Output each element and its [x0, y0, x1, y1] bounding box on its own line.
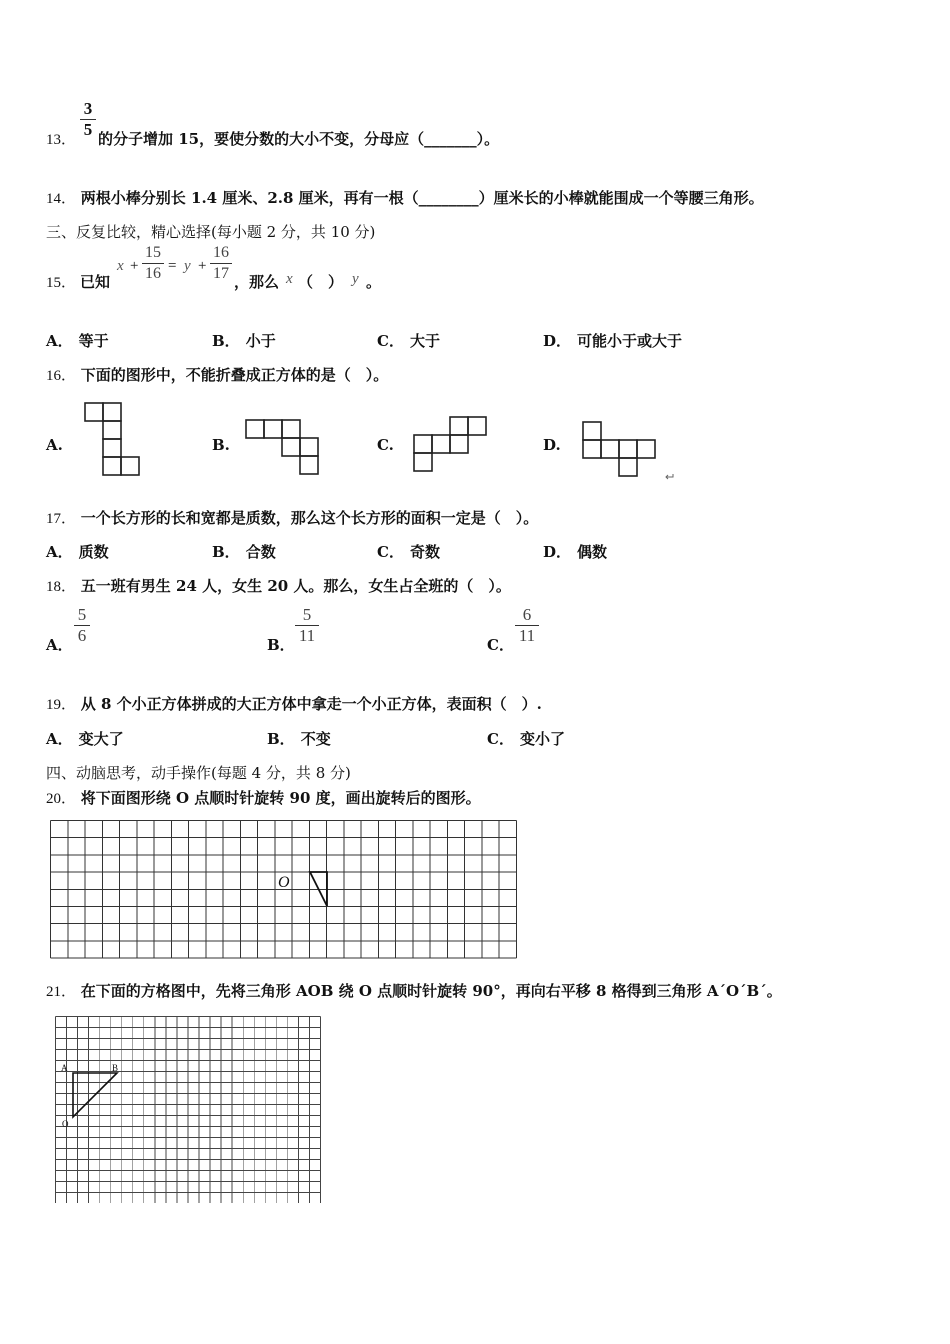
q15-x2: x [286, 271, 293, 287]
q13-fraction-numerator: 3 [83, 99, 93, 118]
option-label: C． [377, 332, 404, 350]
q15-option-c[interactable] [377, 330, 440, 351]
option-label: A． [46, 332, 73, 350]
option-text: 小于 [245, 332, 276, 350]
option-text: 变大了 [78, 730, 124, 748]
net-square [246, 420, 264, 438]
q20-grid[interactable] [49, 819, 521, 960]
option-label: A． [46, 543, 73, 561]
q15-option-d[interactable] [543, 330, 682, 351]
q19-option-b[interactable] [267, 728, 331, 749]
option-fraction-numerator: 6 [522, 605, 532, 624]
option-text: 偶数 [577, 543, 608, 561]
q21-point-a: A [61, 1063, 68, 1073]
q16-net-d[interactable] [582, 421, 660, 479]
option-fraction-denominator: 11 [298, 626, 316, 645]
net-square [85, 403, 103, 421]
q15-y: y [184, 258, 191, 274]
q15-f2-numerator: 16 [213, 244, 229, 261]
option-label: B． [267, 730, 295, 748]
option-fraction-numerator: 5 [77, 605, 87, 624]
option-text: 质数 [78, 543, 109, 561]
q15-y2: y [352, 271, 359, 287]
q15-equals: = [168, 258, 177, 274]
net-square [103, 457, 121, 475]
q16-label-c[interactable]: C. [377, 436, 394, 454]
q20-point-o: O [278, 874, 290, 891]
option-label: A． [46, 636, 73, 654]
q18-option-a[interactable] [46, 606, 126, 656]
q17-number: 17． [46, 511, 77, 527]
q18-option-b[interactable] [267, 606, 347, 656]
option-label: B． [267, 636, 295, 654]
q14 [46, 187, 764, 208]
option-fraction-denominator: 11 [518, 626, 536, 645]
q17-option-d[interactable] [543, 541, 607, 562]
net-square [468, 417, 486, 435]
net-square [637, 440, 655, 458]
q16-label-d[interactable]: D. [543, 436, 561, 454]
option-text: 大于 [409, 332, 440, 350]
option-label: B． [212, 543, 240, 561]
net-square [583, 422, 601, 440]
q15-f2-denominator: 17 [213, 265, 229, 282]
option-text: 等于 [78, 332, 109, 350]
net-square [300, 438, 318, 456]
section-4-heading: 四、动脑思考，动手操作(每题 4 分，共 8 分) [46, 764, 351, 782]
q14-text: 两根小棒分别长 1.4 厘米、2.8 厘米，再有一根（________）厘米长的小棒就能围成一个等腰三角形。 [80, 189, 764, 207]
q15-pre: 已知 [80, 273, 111, 291]
q16-number: 16． [46, 368, 77, 384]
q21-text: 在下面的方格图中，先将三角形 AOB 绕 O 点顺时针旋转 90°，再向右平移 8 格得到三角形 A´O´B´。 [80, 982, 782, 1000]
q15-number: 15． [46, 275, 77, 291]
q20 [46, 787, 481, 808]
q21-number: 21． [46, 984, 77, 1000]
q13-fraction-denominator: 5 [83, 120, 93, 139]
option-label: D． [543, 543, 572, 561]
q16-text: 下面的图形中，不能折叠成正方体的是（ ）。 [80, 366, 389, 384]
net-square [450, 435, 468, 453]
q18-option-c[interactable] [487, 606, 567, 656]
option-label: B． [212, 332, 240, 350]
net-square [619, 440, 637, 458]
q16-net-b[interactable] [245, 419, 323, 475]
q21-grid[interactable] [54, 1015, 324, 1203]
q15-mid: ，那么 [234, 273, 280, 291]
q18-number: 18． [46, 579, 77, 595]
q21 [46, 980, 782, 1001]
q19-text: 从 8 个小正方体拼成的大正方体中拿走一个小正方体，表面积（ ）. [80, 695, 542, 713]
q13-fraction [80, 100, 96, 139]
q15-fraction-2 [210, 244, 232, 283]
option-fraction [515, 606, 539, 645]
option-fraction [74, 606, 90, 645]
q15-plus: + [130, 258, 139, 274]
option-fraction [295, 606, 319, 645]
option-label: C． [487, 730, 514, 748]
net-square [601, 440, 619, 458]
net-square [414, 435, 432, 453]
q19 [46, 693, 542, 714]
q15-option-a[interactable] [46, 330, 109, 351]
q17 [46, 507, 538, 528]
option-text: 合数 [245, 543, 276, 561]
q15-option-b[interactable] [212, 330, 276, 351]
q13-text: 的分子增加 15，要使分数的大小不变，分母应（_______）。 [98, 130, 500, 148]
option-label: D． [543, 332, 572, 350]
option-label: A． [46, 730, 73, 748]
q13 [46, 100, 646, 152]
q15-f1-numerator: 15 [145, 244, 161, 261]
q16-net-a[interactable] [84, 402, 142, 476]
q15-f1-denominator: 16 [145, 265, 161, 282]
q21-point-o: O [62, 1119, 69, 1129]
net-square [282, 420, 300, 438]
q21-point-b: B [112, 1063, 119, 1073]
q18 [46, 575, 511, 596]
option-label: C． [487, 636, 514, 654]
net-square [264, 420, 282, 438]
net-square [450, 417, 468, 435]
q19-option-c[interactable] [487, 728, 565, 749]
q15-fraction-1 [142, 244, 164, 283]
q17-option-b[interactable] [212, 541, 276, 562]
q16-label-b[interactable]: B. [212, 436, 230, 454]
option-fraction-denominator: 6 [77, 626, 87, 645]
option-text: 奇数 [409, 543, 440, 561]
q14-number: 14． [46, 191, 77, 207]
q19-number: 19． [46, 697, 77, 713]
net-square [103, 403, 121, 421]
q18-text: 五一班有男生 24 人，女生 20 人。那么，女生占全班的（ ）。 [80, 577, 511, 595]
option-text: 不变 [300, 730, 331, 748]
net-square [282, 438, 300, 456]
q15-plus-2: + [198, 258, 207, 274]
q20-number: 20． [46, 791, 77, 807]
section-3-heading: 三、反复比较，精心选择(每小题 2 分，共 10 分) [46, 223, 376, 241]
q19-option-a[interactable] [46, 728, 124, 749]
net-square [414, 453, 432, 471]
net-square [583, 440, 601, 458]
q17-option-a[interactable] [46, 541, 109, 562]
option-fraction-numerator: 5 [302, 605, 312, 624]
q16-net-c[interactable] [413, 416, 491, 472]
q15 [46, 244, 466, 292]
q17-text: 一个长方形的长和宽都是质数，那么这个长方形的面积一定是（ ）。 [80, 509, 539, 527]
q16 [46, 364, 388, 385]
q13-number: 13． [46, 132, 77, 148]
net-square [121, 457, 139, 475]
q17-option-c[interactable] [377, 541, 440, 562]
net-square [619, 458, 637, 476]
q16-label-a[interactable]: A. [46, 436, 63, 454]
q15-paren: （ ） [298, 273, 344, 291]
q20-text: 将下面图形绕 O 点顺时针旋转 90 度，画出旋转后的图形。 [80, 789, 481, 807]
option-text: 变小了 [519, 730, 565, 748]
option-label: C． [377, 543, 404, 561]
return-mark-icon [664, 473, 674, 481]
net-square [103, 439, 121, 457]
q15-end: 。 [366, 273, 382, 291]
net-square [432, 435, 450, 453]
net-square [300, 456, 318, 474]
q15-x: x [117, 258, 124, 274]
option-text: 可能小于或大于 [577, 332, 683, 350]
net-square [103, 421, 121, 439]
